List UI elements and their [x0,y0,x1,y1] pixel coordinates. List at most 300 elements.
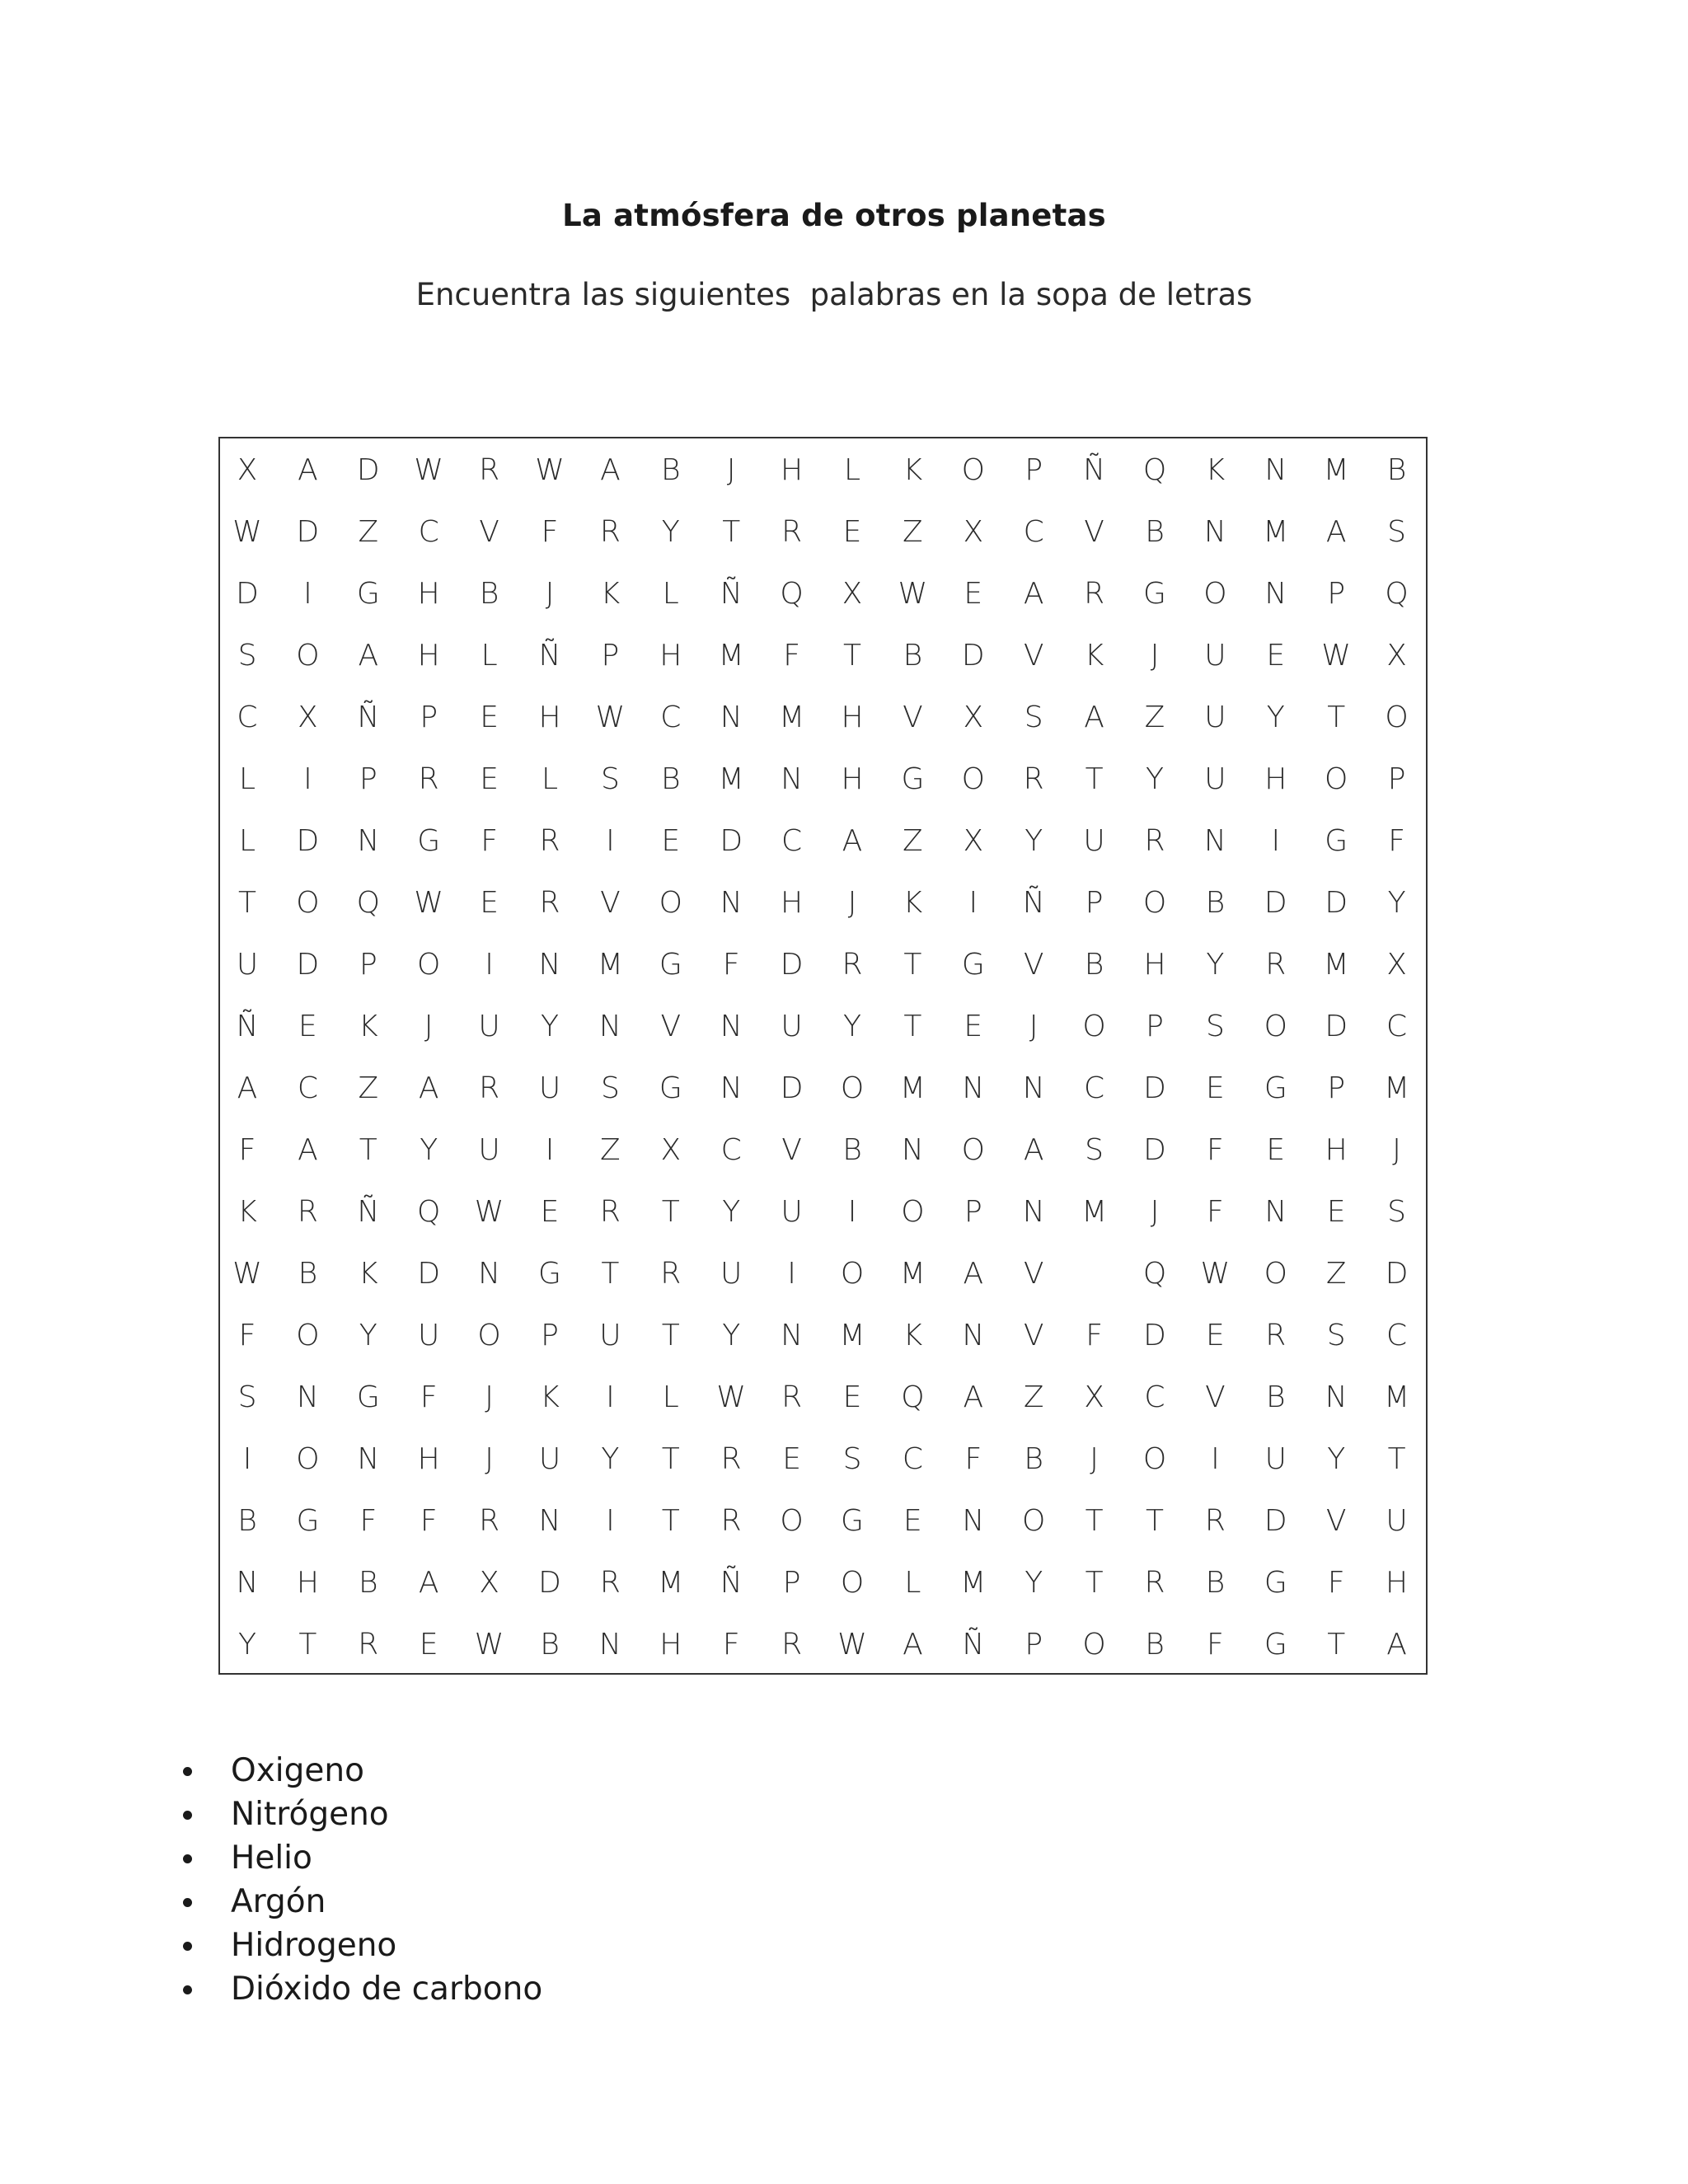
grid-letter: Y [541,1010,559,1043]
bullet-icon [183,1811,192,1820]
grid-letter: Q [1142,453,1167,487]
grid-letter: N [901,1133,924,1167]
word-label: Oxigeno [231,1752,364,1789]
grid-letter: K [903,1319,923,1352]
grid-letter: N [1325,1380,1348,1414]
grid-letter: P [1327,577,1346,611]
grid-letter: Ñ [538,639,561,673]
grid-row [220,1008,1426,1070]
grid-letter: R [479,1504,500,1538]
grid-letter: U [1083,824,1105,858]
grid-letter: R [781,1380,803,1414]
grid-letter: F [1388,824,1405,858]
grid-letter: G [1325,824,1348,858]
grid-letter: J [545,577,555,611]
grid-letter: V [903,701,923,734]
grid-letter: D [296,515,320,549]
grid-letter: R [1023,762,1044,796]
instructions-text: Encuentra las siguientes palabras en la sopa de letras [415,277,1253,312]
grid-letter: E [480,762,499,796]
grid-letter: X [963,515,984,549]
grid-letter: A [1386,1628,1407,1661]
grid-letter: R [1265,948,1287,982]
grid-letter: U [720,1257,743,1291]
grid-letter: T [298,1628,317,1661]
grid-letter: H [841,762,864,796]
grid-letter: D [236,577,259,611]
grid-row [220,884,1426,946]
grid-letter: E [1206,1071,1225,1105]
grid-letter: B [661,762,681,796]
grid-letter: A [963,1380,984,1414]
grid-letter: W [414,886,443,920]
grid-letter: R [1144,1566,1165,1600]
grid-letter: I [787,1257,796,1291]
grid-letter: X [1084,1380,1104,1414]
grid-letter: Z [600,1133,621,1167]
grid-letter: N [962,1319,985,1352]
grid-letter: F [420,1380,438,1414]
grid-letter: C [1386,1319,1408,1352]
grid-letter: O [477,1319,501,1352]
grid-letter: N [781,762,804,796]
word-label: Dióxido de carbono [231,1971,543,2008]
grid-letter: D [1325,886,1348,920]
grid-letter: T [843,639,861,673]
grid-letter: E [964,1010,983,1043]
grid-letter: P [964,1195,982,1229]
grid-letter: X [479,1566,499,1600]
grid-letter: B [1205,886,1226,920]
grid-letter: T [1327,1628,1346,1661]
grid-letter: S [600,1071,620,1105]
grid-letter: N [720,701,743,734]
grid-letter: O [1082,1628,1106,1661]
grid-letter: L [662,577,679,611]
grid-letter: F [238,1319,256,1352]
grid-letter: F [964,1442,982,1476]
grid-letter: M [1323,948,1349,982]
grid-letter: T [661,1195,680,1229]
grid-letter: Ñ [1083,453,1106,487]
grid-letter: O [296,1319,320,1352]
grid-letter: T [903,1010,922,1043]
grid-letter: C [902,1442,923,1476]
grid-letter: T [238,886,256,920]
grid-letter: A [963,1257,984,1291]
grid-letter: A [600,453,621,487]
grid-letter: M [839,1319,865,1352]
grid-letter: F [1207,1133,1224,1167]
grid-letter: I [545,1133,555,1167]
grid-letter: G [538,1257,561,1291]
grid-letter: O [961,762,985,796]
grid-letter: N [1264,577,1287,611]
grid-letter: D [720,824,743,858]
grid-letter: X [963,824,984,858]
word-label: Hidrogeno [231,1927,397,1964]
grid-letter: J [1090,1442,1099,1476]
grid-letter: B [842,1133,862,1167]
grid-letter: D [780,1071,804,1105]
grid-row [220,1441,1426,1502]
grid-letter: B [237,1504,257,1538]
grid-letter: M [1081,1195,1108,1229]
list-item [180,1793,542,1836]
grid-letter: S [1326,1319,1346,1352]
grid-letter: H [841,701,864,734]
grid-letter: R [1204,1504,1226,1538]
grid-letter: R [418,762,439,796]
grid-letter: M [718,639,744,673]
grid-letter: T [601,1257,620,1291]
grid-letter: V [781,1133,802,1167]
grid-letter: I [606,824,615,858]
grid-letter: H [781,886,804,920]
grid-letter: Y [722,1319,741,1352]
grid-letter: W [535,453,565,487]
grid-letter: Y [359,1319,377,1352]
grid-letter: Y [1327,1442,1346,1476]
grid-letter: Y [1387,886,1406,920]
grid-letter: Z [903,515,923,549]
grid-letter: H [1325,1133,1348,1167]
grid-letter: O [296,639,320,673]
grid-letter: A [1023,1133,1044,1167]
grid-letter: Ñ [720,577,743,611]
grid-letter: W [1200,1257,1231,1291]
grid-letter: S [1024,701,1043,734]
grid-letter: A [903,1628,923,1661]
list-item [180,1924,542,1967]
grid-letter: I [968,886,978,920]
grid-row [220,452,1426,513]
grid-letter: D [1143,1133,1166,1167]
grid-letter: G [659,948,682,982]
grid-letter: S [237,639,257,673]
grid-letter: W [414,453,443,487]
grid-letter: B [903,639,923,673]
grid-letter: C [781,824,803,858]
word-list [180,1749,542,2011]
grid-letter: N [538,948,561,982]
grid-letter: U [599,1319,621,1352]
grid-letter: Y [1206,948,1225,982]
grid-letter: F [1085,1319,1103,1352]
grid-letter: Z [1144,701,1165,734]
grid-letter: E [419,1628,438,1661]
grid-letter: Z [1023,1380,1044,1414]
grid-letter: P [541,1319,559,1352]
grid-letter: N [720,886,743,920]
grid-letter: N [720,1010,743,1043]
grid-letter: J [847,886,857,920]
grid-letter: A [298,1133,318,1167]
grid-letter: T [903,948,922,982]
grid-letter: D [296,824,320,858]
grid-letter: N [962,1504,985,1538]
grid-letter: O [1022,1504,1046,1538]
grid-letter: W [232,1257,262,1291]
grid-letter: X [660,1133,682,1167]
grid-letter: P [359,948,377,982]
grid-letter: N [478,1257,501,1291]
grid-letter: Y [661,515,680,549]
grid-letter: Ñ [1022,886,1045,920]
grid-letter: A [1023,577,1044,611]
grid-letter: L [662,1380,679,1414]
grid-letter: U [1264,1442,1287,1476]
grid-letter: D [1264,1504,1287,1538]
grid-letter: K [1205,453,1226,487]
grid-letter: Y [238,1628,256,1661]
grid-letter: C [1023,515,1044,549]
grid-letter: B [1145,1628,1165,1661]
grid-letter: J [485,1442,494,1476]
grid-row [220,699,1426,761]
grid-letter: O [901,1195,925,1229]
grid-letter: F [541,515,559,549]
grid-letter: I [847,1195,857,1229]
grid-row [220,1502,1426,1564]
grid-letter: F [722,948,740,982]
grid-letter: M [658,1566,684,1600]
grid-letter: J [1150,1195,1160,1229]
grid-letter: P [359,762,377,796]
grid-letter: B [479,577,499,611]
grid-letter: D [538,1566,561,1600]
grid-letter: U [1204,701,1226,734]
grid-letter: E [480,886,499,920]
grid-letter: Ñ [357,701,380,734]
grid-letter: U [478,1133,500,1167]
grid-letter: N [1264,453,1287,487]
grid-letter: R [660,1257,682,1291]
grid-letter: Ñ [720,1566,743,1600]
word-search-grid [218,437,1428,1675]
grid-letter: R [842,948,863,982]
grid-letter: G [1264,1628,1287,1661]
grid-letter: S [1387,515,1407,549]
grid-letter: I [485,948,494,982]
grid-letter: G [356,577,380,611]
grid-letter: U [781,1195,803,1229]
grid-letter: K [903,453,923,487]
grid-letter: B [540,1628,560,1661]
grid-letter: C [297,1071,318,1105]
grid-row [220,1317,1426,1379]
grid-letter: A [418,1566,439,1600]
bullet-icon [183,1898,192,1907]
grid-letter: N [1264,1195,1287,1229]
grid-letter: O [1385,701,1409,734]
grid-letter: D [961,639,985,673]
grid-letter: M [1323,453,1349,487]
bullet-icon [183,1767,192,1776]
grid-letter: O [417,948,441,982]
grid-row [220,1379,1426,1441]
grid-letter: O [840,1257,865,1291]
grid-letter: V [1023,1319,1044,1352]
grid-letter: T [661,1442,680,1476]
grid-letter: H [417,1442,440,1476]
list-item [180,1749,542,1793]
grid-letter: R [1084,577,1105,611]
grid-letter: G [417,824,441,858]
grid-letter: S [237,1380,257,1414]
list-item [180,1836,542,1880]
grid-letter: O [840,1071,865,1105]
grid-letter: U [538,1442,561,1476]
grid-letter: W [716,1380,746,1414]
list-item [180,1880,542,1924]
grid-letter: E [480,701,499,734]
grid-letter: R [479,453,500,487]
grid-letter: C [660,701,682,734]
grid-letter: D [1325,1010,1348,1043]
grid-letter: O [1082,1010,1106,1043]
grid-letter: B [298,1257,318,1291]
grid-letter: Z [358,515,379,549]
grid-letter: V [1023,639,1044,673]
grid-letter: W [898,577,928,611]
grid-letter: J [1392,1133,1401,1167]
grid-letter: I [606,1504,615,1538]
grid-letter: E [1266,639,1286,673]
grid-letter: G [1264,1071,1287,1105]
grid-letter: X [298,701,318,734]
grid-letter: P [1085,886,1104,920]
grid-letter: X [237,453,258,487]
grid-letter: M [1263,515,1289,549]
grid-letter: G [356,1380,380,1414]
grid-letter: K [600,577,621,611]
grid-letter: I [242,1442,252,1476]
grid-letter: N [236,1566,259,1600]
grid-letter: N [296,1380,319,1414]
grid-letter: Ñ [962,1628,985,1661]
grid-letter: N [1203,824,1226,858]
grid-letter: I [1271,824,1281,858]
grid-letter: T [359,1133,377,1167]
grid-letter: V [1084,515,1104,549]
grid-letter: E [661,824,681,858]
grid-letter: I [303,762,312,796]
grid-row [220,637,1426,699]
grid-letter: H [1386,1566,1409,1600]
grid-letter: R [1265,1319,1287,1352]
grid-letter: L [238,824,256,858]
grid-letter: T [661,1504,680,1538]
grid-letter: H [659,639,682,673]
grid-letter: T [1085,762,1104,796]
grid-letter: R [599,1566,621,1600]
bullet-icon [183,1985,192,1994]
grid-letter: L [541,762,559,796]
list-item [180,1967,542,2011]
grid-letter: E [1266,1133,1286,1167]
grid-letter: N [781,1319,804,1352]
grid-letter: P [782,1566,801,1600]
grid-letter: O [840,1566,865,1600]
grid-letter: L [843,453,861,487]
grid-letter: D [1264,886,1287,920]
grid-letter: G [961,948,985,982]
grid-row [220,1564,1426,1626]
grid-letter: T [1146,1504,1164,1538]
grid-letter: M [960,1566,987,1600]
grid-letter: U [1204,639,1226,673]
grid-letter: B [1266,1380,1286,1414]
grid-letter: I [303,577,312,611]
grid-letter: C [1084,1071,1105,1105]
grid-row [220,761,1426,823]
grid-letter: G [296,1504,320,1538]
grid-letter: H [781,453,804,487]
grid-letter: F [420,1504,438,1538]
grid-letter: R [539,824,560,858]
grid-letter: H [659,1628,682,1661]
grid-letter: F [359,1504,377,1538]
grid-row [220,823,1426,884]
grid-letter: X [1386,639,1407,673]
grid-letter: R [539,886,560,920]
grid-letter: C [720,1133,742,1167]
grid-letter: P [420,701,438,734]
grid-letter: R [720,1504,742,1538]
grid-letter: B [359,1566,378,1600]
grid-letter: U [1386,1504,1408,1538]
grid-letter: H [1143,948,1166,982]
grid-letter: A [358,639,379,673]
grid-letter: V [1325,1504,1347,1538]
grid-letter: G [841,1504,864,1538]
grid-letter: N [1203,515,1226,549]
grid-letter: Z [358,1071,379,1105]
grid-letter: O [780,1504,804,1538]
grid-letter: O [1264,1010,1287,1043]
grid-letter: O [659,886,682,920]
grid-row [220,1132,1426,1193]
grid-letter: Ñ [357,1195,380,1229]
grid-letter: G [1264,1566,1287,1600]
grid-letter: Q [356,886,380,920]
grid-row [220,1070,1426,1132]
bullet-icon [183,1854,192,1863]
grid-letter: Y [1266,701,1285,734]
grid-row [220,1193,1426,1255]
grid-letter: V [1023,948,1044,982]
grid-letter: X [1386,948,1407,982]
grid-letter: T [1387,1442,1406,1476]
grid-letter: H [538,701,561,734]
grid-letter: R [358,1628,379,1661]
grid-letter: B [1145,515,1165,549]
grid-letter: Y [601,1442,620,1476]
grid-letter: Y [420,1133,438,1167]
grid-letter: E [842,1380,862,1414]
grid-letter: A [237,1071,258,1105]
grid-letter: T [661,1319,680,1352]
grid-letter: N [598,1010,621,1043]
grid-letter: D [780,948,804,982]
grid-letter: G [1143,577,1166,611]
grid-letter: U [236,948,259,982]
grid-letter: Q [1142,1257,1167,1291]
grid-letter: L [238,762,256,796]
grid-letter: F [1327,1566,1345,1600]
grid-letter: X [842,577,863,611]
